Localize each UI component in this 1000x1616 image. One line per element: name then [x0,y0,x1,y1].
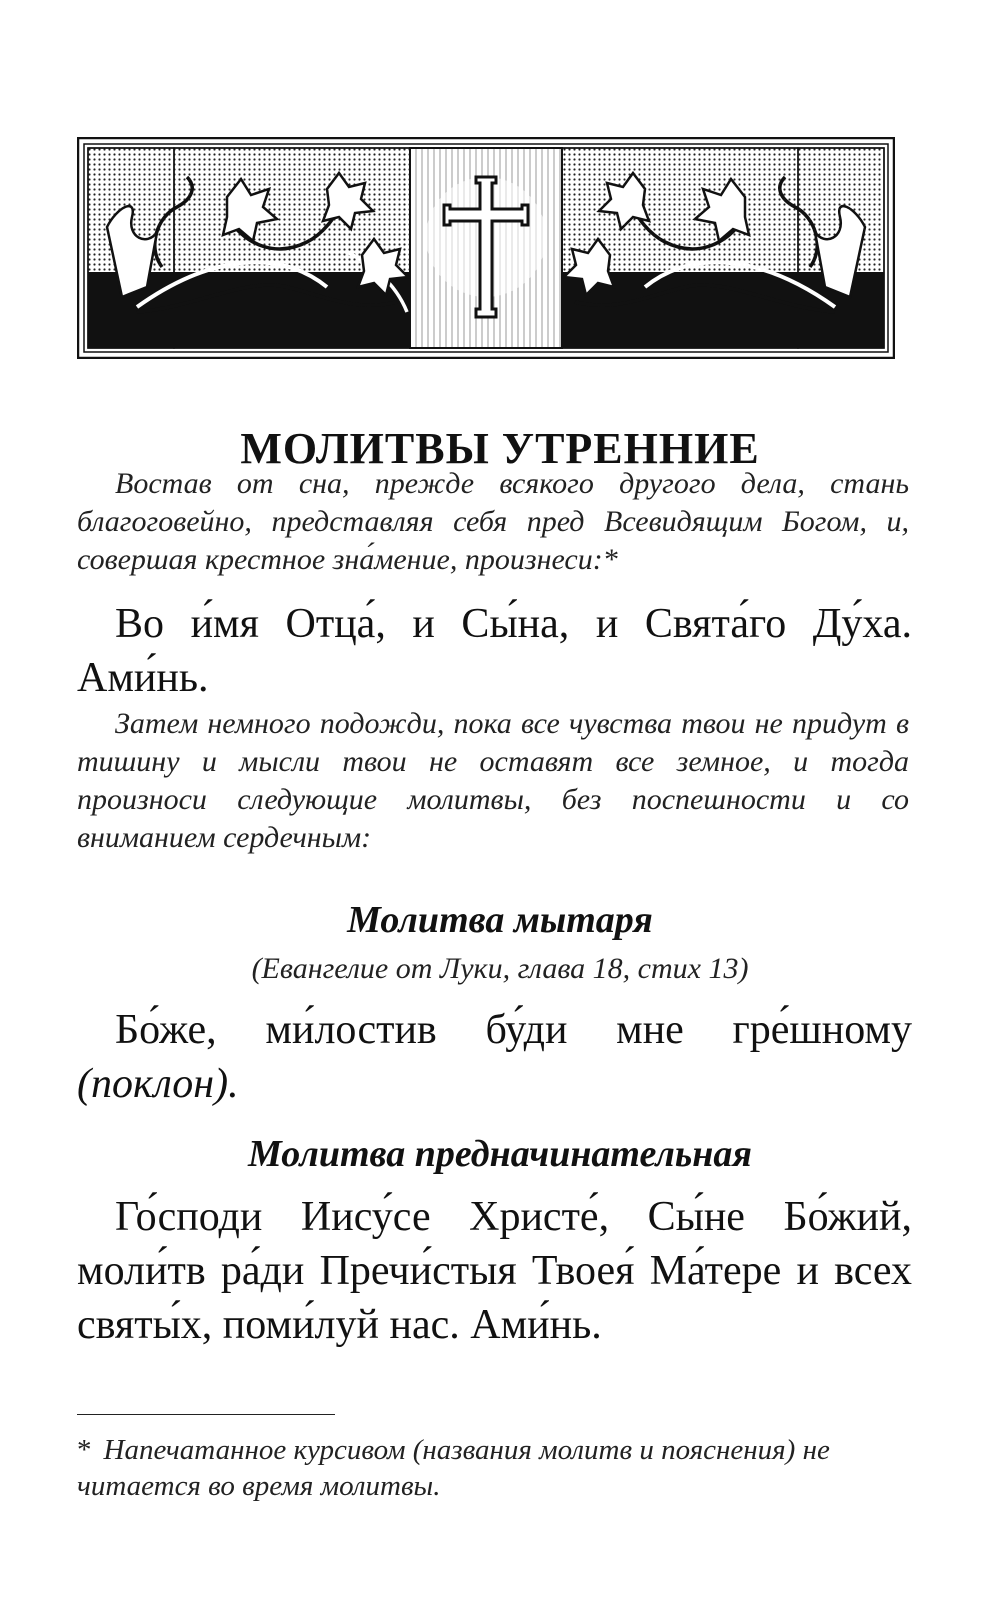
opening-prayer: Го́споди Иису́се Христе́, Сы́не Бо́жий, моли́тв ра́ди Пречи́стыя Твоея́ Ма́тере и всех святы́х, поми́луй нас. Ами́нь. [77,1194,912,1348]
publican-prayer: Бо́же, ми́лостив бу́ди мне гре́шному [115,1007,912,1053]
instruction-text [77,705,909,857]
prayer-text [77,1003,912,1111]
section-heading-opening: Молитва предначинательная [248,1133,752,1175]
page-title: МОЛИТВЫ УТРЕННИЕ [240,424,760,473]
prayer-text [77,597,912,705]
prayer-text [77,1190,912,1352]
instruction-1: Востав от сна, прежде всякого другого дела, стань благоговейно, представляя себя пред Всевидящим Богом, и, совершая крестное зна́мение, произнеси:* [77,467,909,576]
footnote-text: Напечатанное курсивом (названия молитв и пояснения) не читается во время молитвы. [77,1434,830,1502]
prayer-1: Во и́мя Отца́, и Сы́на, и Свята́го Ду́ха. Ами́нь. [77,601,912,701]
prostration-note: (поклон). [77,1061,239,1107]
header-ornament [77,137,895,359]
instruction-2: Затем немного подожди, пока все чувства твои не придут в тишину и мысли твои не оставят все земное, и тогда произноси следующие молитвы, без поспешности и со вниманием сердечным: [77,707,909,854]
footnote-mark: * [77,1434,92,1466]
footnote-divider [77,1414,335,1415]
instruction-text [77,465,909,579]
footnote [77,1432,912,1504]
section-heading-publican: Молитва мытаря [347,899,653,941]
scripture-reference: (Евангелие от Луки, глава 18, стих 13) [251,952,749,985]
